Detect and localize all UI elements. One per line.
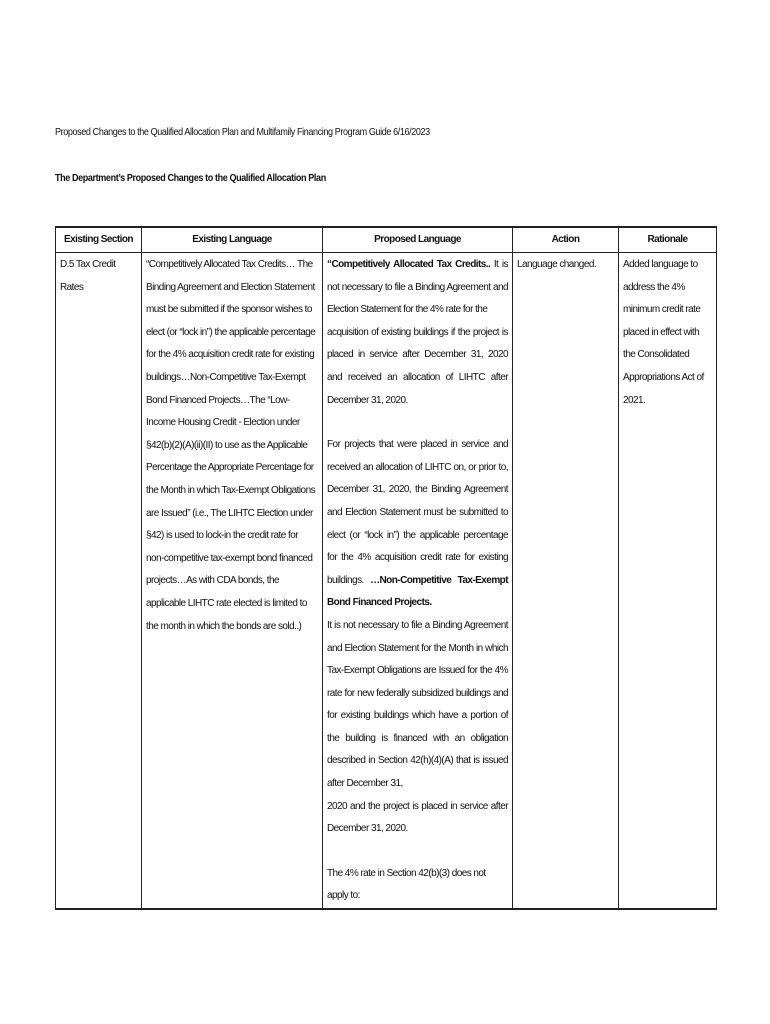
cell-action: Language changed. (513, 253, 619, 910)
section-title: The Department’s Proposed Changes to the Qualified Allocation Plan (55, 172, 326, 184)
proposed-paragraph-1: “Competitively Allocated Tax Credits.. It is not necessary to file a Binding Agreement and Election Statement for the 4% rate for the (327, 259, 508, 316)
cell-rationale: Added language to address the 4% minimum credit rate placed in effect with the Consolidated Appropriations Act of 2021. (619, 253, 717, 910)
proposed-paragraph-4: The 4% rate in Section 42(b)(3) does not apply to: (327, 867, 486, 902)
proposed-paragraph-3: It is not necessary to file a Binding Agreement and Election Statement for the Month in which Tax-Exempt Obligations are Issued for the 4% rate for new federally subsidized buildings and for existing buildings which have a portion of the building is financed with an obligation described in Section 42(h)(4)(A) that is issued after December 31, (327, 619, 508, 790)
column-header-proposed-language: Proposed Language (323, 227, 513, 253)
proposed-paragraph-3b: 2020 and the project is placed in service after December 31, 2020. (327, 800, 508, 835)
cell-existing-section: D.5 Tax Credit Rates (56, 253, 142, 910)
proposed-paragraph-1b: acquisition of existing buildings if the project is placed in service after December 31, 2020 and received an allocation of LIHTC after December 31, 2020. (327, 326, 508, 406)
column-header-action: Action (513, 227, 619, 253)
column-header-rationale: Rationale (619, 227, 717, 253)
table-header-row (56, 227, 717, 253)
table-row (56, 253, 717, 910)
column-header-existing-section: Existing Section (56, 227, 142, 253)
cell-existing-language: “Competitively Allocated Tax Credits… The Binding Agreement and Election Statement must be submitted if the sponsor wishes to elect (or “lock in”) the applicable percentage for the 4% acquisition credit rate for existing buildings…Non-Competitive Tax-Exempt Bond Financed Projects…The “Low-Income Housing Credit - Election under §42(b)(2)(A)(ii)(II) to use as the Applicable Percentage the Appropriate Percentage for the Month in which Tax-Exempt Obligations are Issued” (i.e., The LIHTC Election under §42) is used to lock-in the credit rate for non-competitive tax-exempt bond financed projects…As with CDA bonds, the applicable LIHTC rate elected is limited to the month in which the bonds are sold..) (142, 253, 323, 910)
proposed-changes-table (55, 226, 717, 910)
proposed-paragraph-2: For projects that were placed in service and received an allocation of LIHTC on, or prior to, December 31, 2020, the Binding Agreement and Election Statement must be submitted to elect (or “lock in”) the applicable percentage for the 4% acquisition credit rate for existing buildings. …Non-Competitive Tax-Exempt Bond Financed Projects. (327, 439, 509, 609)
column-header-existing-language: Existing Language (142, 227, 323, 253)
cell-proposed-language (323, 253, 513, 910)
document-title: Proposed Changes to the Qualified Allocation Plan and Multifamily Financing Program Guide 6/16/2023 (55, 126, 430, 138)
